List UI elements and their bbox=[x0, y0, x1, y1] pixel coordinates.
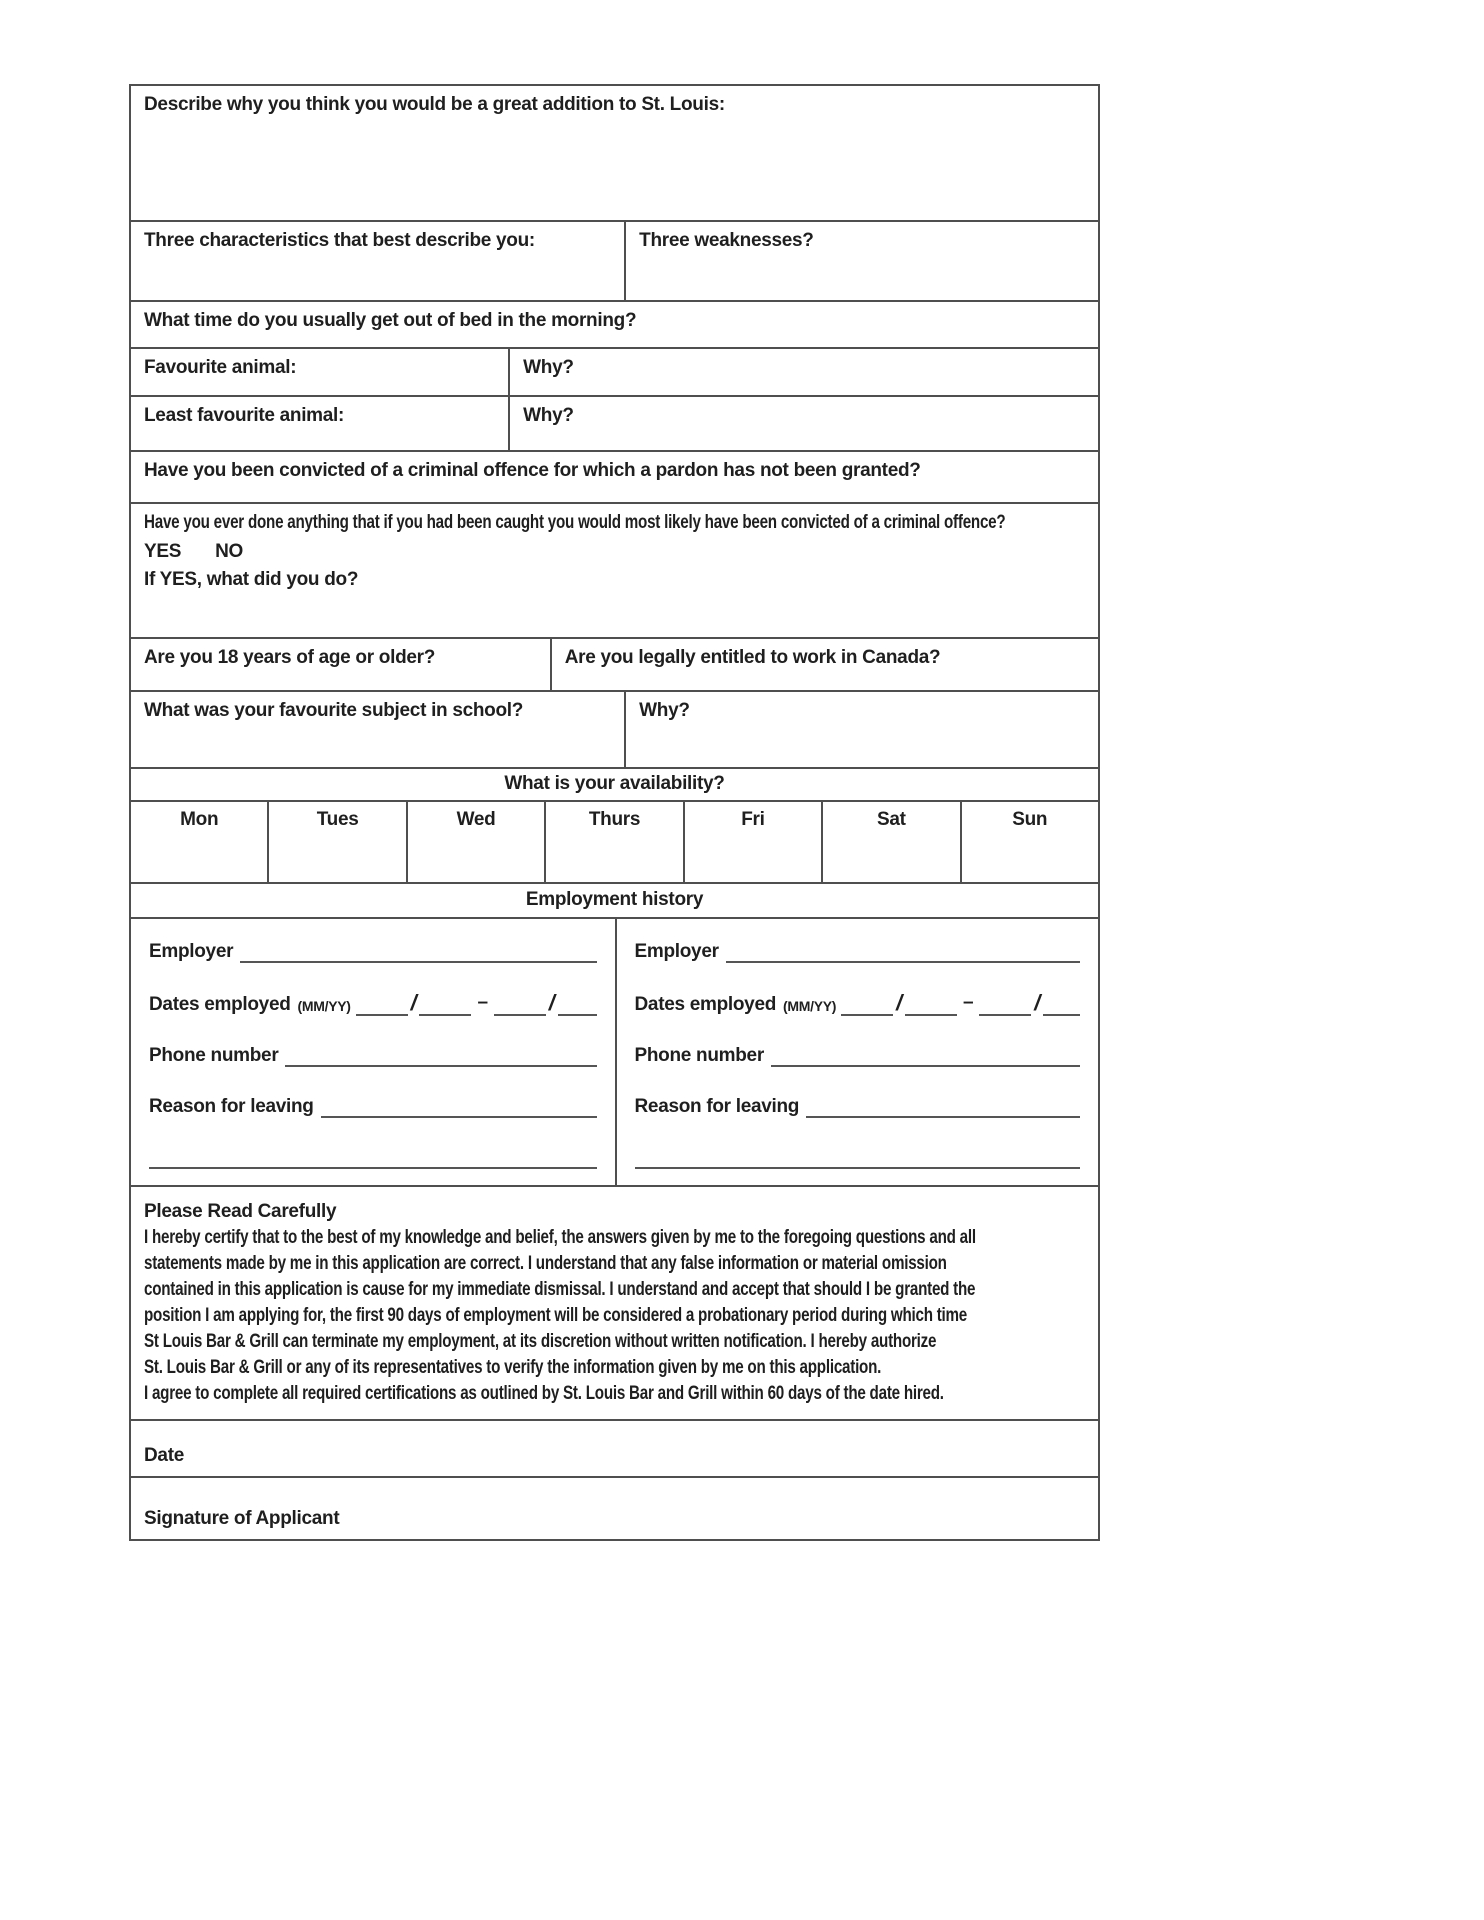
availability-day-mon[interactable] bbox=[131, 802, 267, 882]
dates-format-label: (MM/YY) bbox=[783, 998, 837, 1014]
reason-leaving-label: Reason for leaving bbox=[634, 1096, 800, 1117]
row-declaration bbox=[131, 1185, 1098, 1419]
row-least-favourite-animal bbox=[131, 395, 1098, 450]
hypothetical-offence-label: Have you ever done anything that if you had been caught you would most likely have been convicted of a criminal offence? bbox=[144, 512, 1006, 533]
declaration-text-line: statements made by me in this application are correct. I understand that any false information or material omission bbox=[144, 1253, 947, 1274]
phone-number-label: Phone number bbox=[634, 1045, 764, 1066]
dash-mark: – bbox=[477, 992, 488, 1013]
row-favourite-subject bbox=[131, 690, 1098, 767]
favourite-animal-why-label: Why? bbox=[523, 357, 574, 378]
no-option[interactable]: NO bbox=[215, 541, 244, 562]
declaration-cell bbox=[131, 1187, 1197, 1419]
date-label: Date bbox=[144, 1445, 184, 1466]
phone-input-line-1[interactable] bbox=[285, 1043, 596, 1067]
favourite-subject-why-cell[interactable] bbox=[624, 692, 1098, 767]
favourite-animal-answer-cell[interactable] bbox=[131, 349, 508, 395]
dates-employed-label: Dates employed bbox=[149, 994, 291, 1015]
pardon-answer-cell[interactable] bbox=[131, 452, 1098, 502]
date-to-month-line-1[interactable] bbox=[494, 992, 546, 1016]
availability-title: What is your availability? bbox=[504, 773, 725, 794]
wake-time-answer-cell[interactable] bbox=[131, 302, 1098, 347]
declaration-title: Please Read Carefully bbox=[144, 1201, 337, 1222]
employer-label: Employer bbox=[634, 941, 719, 962]
employer-input-line-1[interactable] bbox=[240, 939, 596, 963]
slash-mark: / bbox=[1034, 990, 1041, 1015]
favourite-subject-answer-cell[interactable] bbox=[131, 692, 624, 767]
employer-label: Employer bbox=[149, 941, 234, 962]
phone-number-label: Phone number bbox=[149, 1045, 279, 1066]
least-favourite-animal-why-cell[interactable] bbox=[508, 397, 1098, 450]
date-to-year-line-1[interactable] bbox=[558, 992, 597, 1016]
dash-mark: – bbox=[962, 992, 974, 1013]
row-characteristics bbox=[131, 220, 1098, 300]
weaknesses-label: Three weaknesses? bbox=[639, 230, 814, 251]
date-to-year-line-2[interactable] bbox=[1043, 992, 1080, 1016]
job-application-form bbox=[129, 84, 1100, 1541]
wake-time-label: What time do you usually get out of bed in the morning? bbox=[144, 310, 637, 331]
slash-mark: / bbox=[548, 990, 555, 1015]
slash-mark: / bbox=[410, 990, 417, 1015]
row-age-workcanada bbox=[131, 637, 1098, 690]
characteristics-answer-cell[interactable] bbox=[131, 222, 624, 300]
row-availability-days bbox=[131, 800, 1098, 882]
row-wake-time bbox=[131, 300, 1098, 347]
reason-continued-line-1[interactable] bbox=[149, 1145, 597, 1169]
declaration-text-line: position I am applying for, the first 90 days of employment will be considered a probationary period during which time bbox=[144, 1305, 968, 1326]
age-label: Are you 18 years of age or older? bbox=[144, 647, 436, 668]
availability-day-sat[interactable] bbox=[821, 802, 959, 882]
availability-title-cell bbox=[131, 769, 1098, 800]
row-availability-title bbox=[131, 767, 1098, 800]
reason-continued-line-2[interactable] bbox=[635, 1145, 1081, 1169]
availability-day-thurs[interactable] bbox=[544, 802, 682, 882]
signature-answer-cell[interactable] bbox=[131, 1478, 1098, 1539]
day-label-wed: Wed bbox=[456, 809, 496, 830]
day-label-sat: Sat bbox=[876, 809, 906, 830]
declaration-text-line: contained in this application is cause for my immediate dismissal. I understand and accept that should I be granted the bbox=[144, 1279, 976, 1300]
favourite-subject-why-label: Why? bbox=[639, 700, 690, 721]
dates-format-label: (MM/YY) bbox=[297, 998, 351, 1014]
least-favourite-animal-label: Least favourite animal: bbox=[144, 405, 345, 426]
characteristics-label: Three characteristics that best describe you: bbox=[144, 230, 535, 251]
work-canada-label: Are you legally entitled to work in Canada? bbox=[564, 647, 941, 668]
row-employment-title bbox=[131, 882, 1098, 917]
work-canada-answer-cell[interactable] bbox=[550, 639, 1098, 690]
day-label-fri: Fri bbox=[741, 809, 765, 830]
date-to-month-line-2[interactable] bbox=[979, 992, 1031, 1016]
employment-block-2 bbox=[615, 919, 1099, 1185]
employer-input-line-2[interactable] bbox=[726, 939, 1080, 963]
reason-input-line-2[interactable] bbox=[806, 1094, 1080, 1118]
age-answer-cell[interactable] bbox=[131, 639, 550, 690]
yes-option[interactable]: YES bbox=[144, 541, 182, 562]
declaration-text-line: I agree to complete all required certifications as outlined by St. Louis Bar and Grill within 60 days of the date hired. bbox=[144, 1383, 944, 1404]
date-from-month-line-2[interactable] bbox=[841, 992, 893, 1016]
favourite-animal-why-cell[interactable] bbox=[508, 349, 1098, 395]
slash-mark: / bbox=[896, 990, 902, 1015]
row-favourite-animal bbox=[131, 347, 1098, 395]
reason-input-line-1[interactable] bbox=[321, 1094, 597, 1118]
employment-block-1 bbox=[131, 919, 615, 1185]
date-answer-cell[interactable] bbox=[131, 1421, 1098, 1476]
availability-day-fri[interactable] bbox=[683, 802, 821, 882]
day-label-mon: Mon bbox=[180, 809, 219, 830]
if-yes-label: If YES, what did you do? bbox=[144, 569, 359, 590]
availability-day-sun[interactable] bbox=[960, 802, 1098, 882]
least-favourite-animal-why-label: Why? bbox=[523, 405, 574, 426]
row-hypothetical-offence bbox=[131, 502, 1098, 637]
declaration-text-line: St Louis Bar & Grill can terminate my employment, at its discretion without written notification. I hereby authorize bbox=[144, 1331, 937, 1352]
row-pardon-question bbox=[131, 450, 1098, 502]
reason-leaving-label: Reason for leaving bbox=[149, 1096, 314, 1117]
employment-title: Employment history bbox=[525, 889, 704, 910]
pardon-label: Have you been convicted of a criminal offence for which a pardon has not been granted? bbox=[144, 460, 921, 481]
date-from-month-line-1[interactable] bbox=[356, 992, 408, 1016]
signature-label: Signature of Applicant bbox=[144, 1508, 340, 1529]
favourite-animal-label: Favourite animal: bbox=[144, 357, 297, 378]
day-label-sun: Sun bbox=[1012, 809, 1048, 830]
row-date bbox=[131, 1419, 1098, 1476]
least-favourite-animal-answer-cell[interactable] bbox=[131, 397, 508, 450]
hypothetical-offence-answer-cell[interactable] bbox=[131, 504, 1234, 637]
favourite-subject-label: What was your favourite subject in school? bbox=[144, 700, 524, 721]
availability-day-wed[interactable] bbox=[406, 802, 544, 882]
row-great-addition bbox=[131, 86, 1098, 220]
weaknesses-answer-cell[interactable] bbox=[624, 222, 1098, 300]
date-from-year-line-1[interactable] bbox=[419, 992, 471, 1016]
declaration-text-line: I hereby certify that to the best of my knowledge and belief, the answers given by me to the foregoing questions and all bbox=[144, 1227, 976, 1248]
employment-title-cell bbox=[131, 884, 1098, 917]
great-addition-label: Describe why you think you would be a great addition to St. Louis: bbox=[144, 94, 725, 115]
dates-employed-label: Dates employed bbox=[634, 994, 777, 1015]
row-employment-blocks bbox=[131, 917, 1098, 1185]
day-label-thurs: Thurs bbox=[588, 809, 641, 830]
declaration-text-line: St. Louis Bar & Grill or any of its representatives to verify the information given by me on this application. bbox=[144, 1357, 882, 1378]
great-addition-answer-cell[interactable] bbox=[131, 86, 1098, 220]
row-signature bbox=[131, 1476, 1098, 1539]
date-from-year-line-2[interactable] bbox=[905, 992, 957, 1016]
phone-input-line-2[interactable] bbox=[771, 1043, 1080, 1067]
availability-day-tues[interactable] bbox=[267, 802, 405, 882]
day-label-tues: Tues bbox=[316, 809, 359, 830]
